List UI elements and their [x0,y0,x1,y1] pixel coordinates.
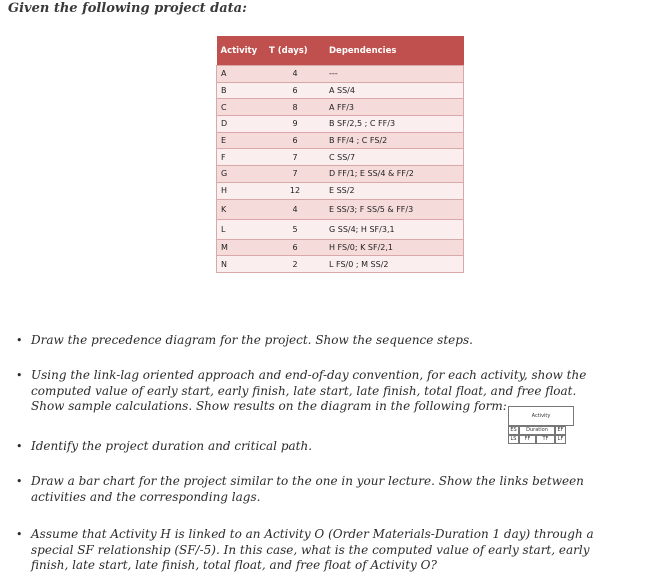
cell-activity: E [217,132,266,149]
cell-activity: D [217,116,266,133]
bullet-text: Identify the project duration and critical path. [31,439,313,453]
bullet-text-line-2: computed value of early start, early finish, late start, late finish, total float, and free float. [31,383,577,398]
table-row [217,82,464,99]
cell-activity: M [217,239,266,256]
cell-dependencies: C SS/7 [325,149,464,166]
legend-activity-label: Activity [508,406,574,426]
table-header-row [217,36,464,66]
legend-es: ES [508,426,519,435]
bullet-text: Draw the precedence diagram for the project. Show the sequence steps. [31,333,473,347]
cell-dependencies: A SS/4 [325,82,464,99]
cell-dependencies: D FF/1; E SS/4 & FF/2 [325,166,464,183]
table-row [217,149,464,166]
legend-ls: LS [508,435,519,444]
cell-duration: 12 [265,182,325,199]
cell-activity: N [217,256,266,273]
bullet-marker: • [16,334,23,347]
bullet-marker: • [16,369,23,382]
cell-duration: 6 [265,132,325,149]
cell-duration: 7 [265,149,325,166]
bullet-text-line-1: Draw a bar chart for the project similar to the one in your lecture. Show the links between [31,474,584,488]
cell-dependencies: E SS/2 [325,182,464,199]
table-row [217,166,464,183]
table-row [217,99,464,116]
table-row [217,132,464,149]
table-row [217,239,464,256]
activity-node-legend [508,406,578,444]
cell-activity: G [217,166,266,183]
legend-ef: EF [555,426,566,435]
bullet-text-line-2: activities and the corresponding lags. [31,489,261,504]
cell-dependencies: A FF/3 [325,99,464,116]
table-row [217,199,464,219]
bullet-marker: • [16,440,23,453]
cell-duration: 8 [265,99,325,116]
table-row [217,116,464,133]
cell-activity: F [217,149,266,166]
cell-dependencies: L FS/0 ; M SS/2 [325,256,464,273]
cell-dependencies: B FF/4 ; C FS/2 [325,132,464,149]
cell-duration: 9 [265,116,325,133]
header-dependencies: Dependencies [325,36,464,66]
bullet-marker: • [16,475,23,488]
header-duration: T (days) [265,36,325,66]
cell-duration: 4 [265,66,325,83]
bullet-text-line-2: special SF relationship (SF/-5). In this case, what is the computed value of early start, early [31,542,590,557]
table-row [217,182,464,199]
cell-activity: A [217,66,266,83]
legend-ff: FF [519,435,536,444]
cell-dependencies: E SS/3; F SS/5 & FF/3 [325,199,464,219]
legend-duration: Duration [519,426,555,435]
cell-activity: B [217,82,266,99]
cell-duration: 7 [265,166,325,183]
header-activity: Activity [217,36,266,66]
bullet-text-line-3: Show sample calculations. Show results on the diagram in the following form: [31,399,507,413]
cell-dependencies: --- [325,66,464,83]
bullet-text-line-1: Using the link-lag oriented approach and end-of-day convention, for each activity, show the [31,368,587,382]
cell-dependencies: H FS/0; K SF/2,1 [325,239,464,256]
project-data-table [216,36,464,273]
cell-activity: L [217,219,266,239]
cell-duration: 6 [265,82,325,99]
table-row [217,66,464,83]
cell-dependencies: B SF/2,5 ; C FF/3 [325,116,464,133]
cell-activity: C [217,99,266,116]
cell-duration: 5 [265,219,325,239]
bullet-text-line-3: finish, late start, late finish, total float, and free float of Activity O? [31,558,437,572]
page-heading: Given the following project data: [8,1,247,16]
cell-activity: H [217,182,266,199]
cell-dependencies: G SS/4; H SF/3,1 [325,219,464,239]
cell-duration: 2 [265,256,325,273]
table-row [217,219,464,239]
bullet-marker: • [16,528,23,541]
cell-activity: K [217,199,266,219]
table-row [217,256,464,273]
cell-duration: 6 [265,239,325,256]
bullet-text-line-1: Assume that Activity H is linked to an Activity O (Order Materials-Duration 1 day) through a [31,527,594,541]
legend-tf: TF [536,435,555,444]
cell-duration: 4 [265,199,325,219]
legend-lf: LF [555,435,566,444]
